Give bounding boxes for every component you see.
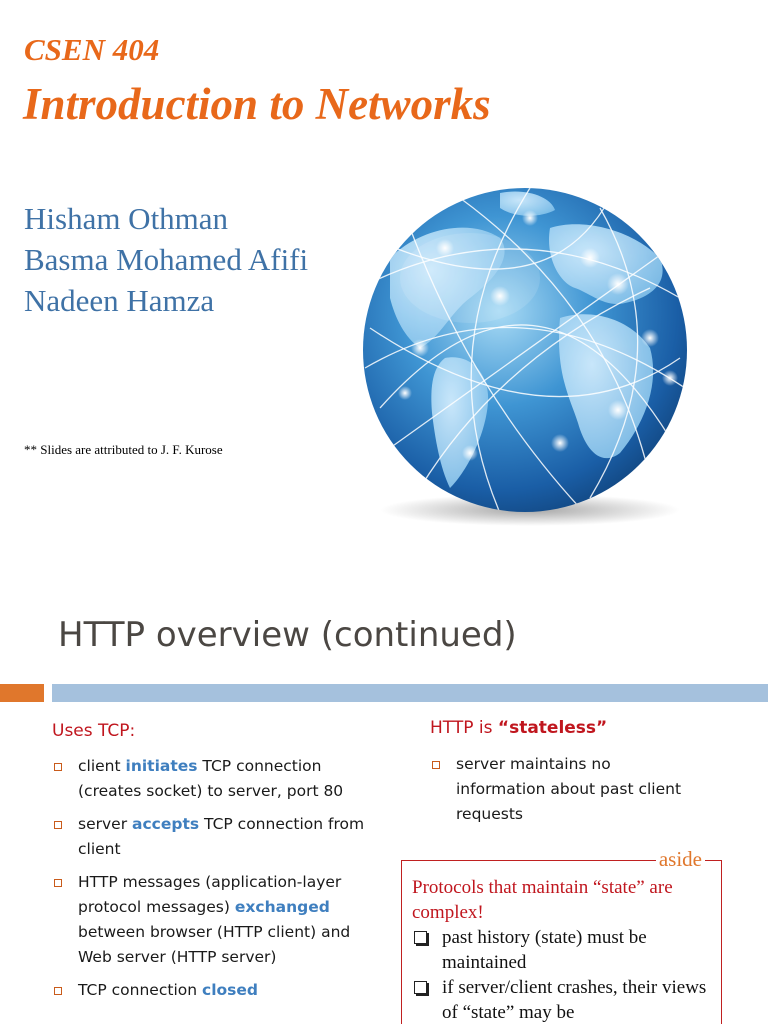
- aside-item-text: if server/client crashes, their views of “state” may be: [442, 977, 707, 1023]
- bullet-text: client: [78, 757, 126, 775]
- list-item: [52, 812, 372, 862]
- bullet-text: HTTP messages (application-layer protocol messages): [78, 873, 342, 916]
- heading-text: HTTP is: [430, 718, 498, 738]
- bullet-emphasis: initiates: [125, 757, 198, 775]
- aside-item-text: past history (state) must be maintained: [442, 927, 647, 973]
- bullet-text: TCP connection from client: [78, 815, 365, 858]
- slide-title: HTTP overview (continued): [58, 615, 517, 655]
- bullet-text: TCP connection: [78, 981, 202, 999]
- bullet-square-icon: [54, 879, 62, 887]
- bullet-text: between browser (HTTP client) and Web server (HTTP server): [78, 923, 351, 966]
- tcp-bullet-list: [52, 754, 372, 1003]
- author-name: Hisham Othman: [24, 201, 229, 236]
- aside-list: [412, 925, 717, 1024]
- course-code: CSEN 404: [24, 32, 160, 67]
- list-item: [412, 925, 717, 975]
- title-divider-bar: [52, 684, 768, 702]
- aside-box: [401, 847, 722, 1024]
- bullet-square-icon: [54, 821, 62, 829]
- bullet-text: server: [78, 815, 132, 833]
- list-item: [52, 870, 372, 970]
- course-title: Introduction to Networks: [23, 79, 491, 129]
- stateless-heading: [430, 718, 607, 738]
- list-item: [412, 975, 717, 1024]
- uses-tcp-heading: Uses TCP:: [52, 721, 136, 741]
- author-name: Basma Mohamed Afifi: [24, 242, 309, 277]
- attribution-note: ** Slides are attributed to J. F. Kurose: [24, 442, 223, 457]
- bullet-text: TCP connection (creates socket) to server, port 80: [78, 757, 344, 800]
- bullet-square-icon: [432, 761, 440, 769]
- bullet-emphasis: exchanged: [234, 898, 330, 916]
- list-item: [52, 754, 372, 804]
- heading-emphasis: “stateless”: [497, 718, 608, 738]
- checkbox-bullet-icon: [414, 981, 427, 994]
- title-accent-bar: [0, 684, 44, 702]
- bullet-square-icon: [54, 763, 62, 771]
- aside-heading: Protocols that maintain “state” are complex!: [412, 877, 673, 923]
- list-item: [430, 752, 690, 827]
- bullet-square-icon: [54, 987, 62, 995]
- aside-label: aside: [656, 849, 705, 870]
- stateless-bullet-list: [430, 752, 690, 827]
- bullet-text: server maintains no information about past client requests: [456, 755, 682, 823]
- http-overview-slide: [0, 590, 768, 1024]
- bullet-emphasis: accepts: [132, 815, 200, 833]
- checkbox-bullet-icon: [414, 931, 427, 944]
- author-list: [24, 198, 308, 321]
- author-name: Nadeen Hamza: [24, 283, 215, 318]
- globe-network-icon: [350, 188, 700, 533]
- list-item: [52, 978, 372, 1003]
- bullet-emphasis: closed: [202, 981, 258, 999]
